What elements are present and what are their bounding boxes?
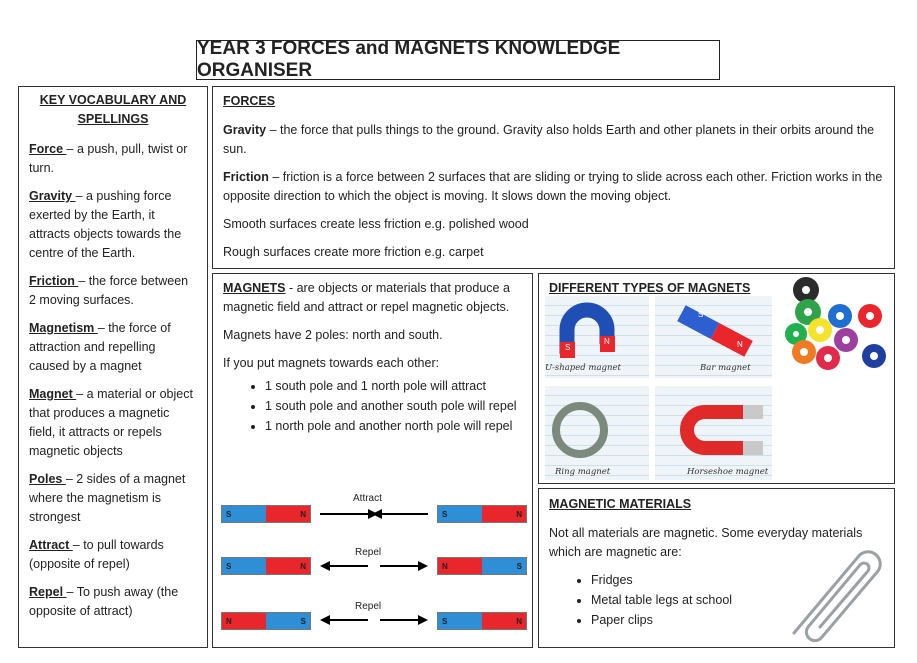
vocabulary-term: Friction (29, 274, 79, 288)
friction-term: Friction (223, 170, 269, 184)
horseshoe-magnet-image (655, 386, 772, 480)
pole-label: N (266, 558, 310, 574)
vocabulary-item (29, 272, 197, 310)
if-put-text: If you put magnets towards each other: (223, 356, 440, 370)
bar-magnet-row3-left (221, 612, 311, 630)
vocabulary-term: Force (29, 142, 67, 156)
pole-rule-2: • 1 south pole and another south pole will repel (265, 397, 523, 416)
vocabulary-item (29, 470, 197, 527)
vocabulary-heading-line2: SPELLINGS (77, 112, 149, 126)
magnets-intro (223, 279, 523, 317)
material-item: • Fridges (591, 571, 884, 590)
pole-rule-1: • 1 south pole and 1 north pole will attract (265, 377, 523, 396)
vocabulary-term: Poles (29, 472, 66, 486)
bar-magnet-caption: Bar magnet (700, 363, 751, 373)
u-magnet-s-label: S (565, 343, 571, 352)
gravity-text: – the force that pulls things to the ground. Gravity also holds Earth and other planets in their orbits around the sun. (223, 123, 875, 156)
bar-magnet-row2-left (221, 557, 311, 575)
rough-surfaces-text: Rough surfaces create more friction e.g. carpet (223, 245, 484, 259)
horseshoe-magnet-caption: Horseshoe magnet (687, 467, 769, 477)
vocabulary-item (29, 319, 197, 376)
vocabulary-item (29, 583, 197, 621)
vocabulary-term: Gravity (29, 189, 76, 203)
pole-label: N (266, 506, 310, 522)
repel-arrows-2 (318, 612, 430, 628)
vocabulary-term: Attract (29, 538, 73, 552)
vocabulary-definition: – To push away (the opposite of attract) (29, 585, 179, 618)
gravity-term: Gravity (223, 123, 267, 137)
bar-magnet-row1-right (437, 505, 527, 523)
material-item: • Metal table legs at school (591, 591, 884, 610)
vocabulary-definition: – the force of attraction and repelling caused by a magnet (29, 321, 171, 373)
u-magnet-n-label: N (604, 337, 610, 346)
vocabulary-item (29, 385, 197, 461)
pole-label: N (222, 613, 266, 629)
bar-magnet-row3-right (437, 612, 527, 630)
vocabulary-item (29, 140, 197, 178)
ring-magnet-tile (545, 386, 649, 480)
vocabulary-definition: – 2 sides of a magnet where the magnetism is strongest (29, 472, 186, 524)
pole-rules-list (223, 377, 523, 436)
vocabulary-heading (29, 91, 197, 129)
vocabulary-definition: – a pushing force exerted by the Earth, it attracts objects towards the centre of the Earth. (29, 189, 182, 260)
pole-label: S (266, 613, 310, 629)
pole-label: N (438, 558, 482, 574)
attract-label: Attract (353, 493, 382, 504)
pole-label: N (482, 506, 526, 522)
bar-magnet-row1-left (221, 505, 311, 523)
repel-arrows-1 (318, 558, 430, 574)
vocabulary-definition: – a push, pull, twist or turn. (29, 142, 188, 175)
friction-paragraph (223, 168, 884, 206)
friction-text: – friction is a force between 2 surfaces that are sliding or trying to slide across each other. Friction works in the opposite direction to which the object is moving. It slows down the moving object. (223, 170, 883, 203)
pole-label: N (482, 613, 526, 629)
poles-text: Magnets have 2 poles: north and south. (223, 328, 443, 342)
pole-label: S (438, 613, 482, 629)
bar-magnet-s-label: S (698, 310, 704, 319)
pole-label: S (482, 558, 526, 574)
attract-arrows (318, 506, 430, 522)
pole-label: S (222, 558, 266, 574)
pole-label: S (438, 506, 482, 522)
repel-label-1: Repel (355, 547, 382, 558)
magnetic-materials-intro: Not all materials are magnetic. Some everyday materials which are magnetic are: (549, 526, 863, 559)
vocabulary-panel (18, 86, 208, 648)
vocabulary-term: Repel (29, 585, 67, 599)
horseshoe-magnet-tile (655, 386, 772, 480)
forces-heading: FORCES (223, 94, 276, 108)
vocabulary-definition: – the force between 2 moving surfaces. (29, 274, 189, 307)
vocabulary-item (29, 536, 197, 574)
paper-clip-image (780, 545, 890, 645)
material-item: • Paper clips (591, 611, 884, 630)
vocabulary-list (29, 140, 197, 621)
vocabulary-term: Magnet (29, 387, 77, 401)
magnets-intro-text: - are objects or materials that produce a magnetic field and attract or repel magnetic objects. (223, 281, 510, 314)
pole-rule-3: • 1 north pole and another north pole will repel (265, 417, 523, 436)
vocabulary-heading-line1: KEY VOCABULARY AND (39, 93, 187, 107)
pole-label: S (222, 506, 266, 522)
magnetic-materials-heading: MAGNETIC MATERIALS (549, 497, 692, 511)
bar-magnet-n-label: N (737, 340, 743, 349)
gravity-paragraph (223, 121, 884, 159)
ring-magnet-caption: Ring magnet (555, 467, 611, 477)
forces-panel (212, 86, 895, 269)
ring-magnets-pile-image (782, 276, 892, 376)
ring-magnet-image (545, 386, 649, 480)
vocabulary-definition: – a material or object that produces a magnetic field, it attracts or repels magnetic objects (29, 387, 193, 458)
magnet-types-heading: DIFFERENT TYPES OF MAGNETS (549, 281, 751, 295)
vocabulary-item (29, 187, 197, 263)
u-shaped-magnet-caption: U-shaped magnet (545, 363, 621, 373)
u-shaped-magnet-tile (545, 296, 649, 378)
bar-magnet-tile (655, 296, 772, 378)
repel-label-2: Repel (355, 601, 382, 612)
magnets-panel (212, 273, 533, 648)
vocabulary-definition: – to pull towards (opposite of repel) (29, 538, 164, 571)
page-title: YEAR 3 FORCES and MAGNETS KNOWLEDGE ORGANISER (196, 40, 720, 80)
smooth-surfaces-text: Smooth surfaces create less friction e.g. polished wood (223, 217, 529, 231)
vocabulary-term: Magnetism (29, 321, 98, 335)
bar-magnet-row2-right (437, 557, 527, 575)
magnets-heading: MAGNETS (223, 281, 286, 295)
